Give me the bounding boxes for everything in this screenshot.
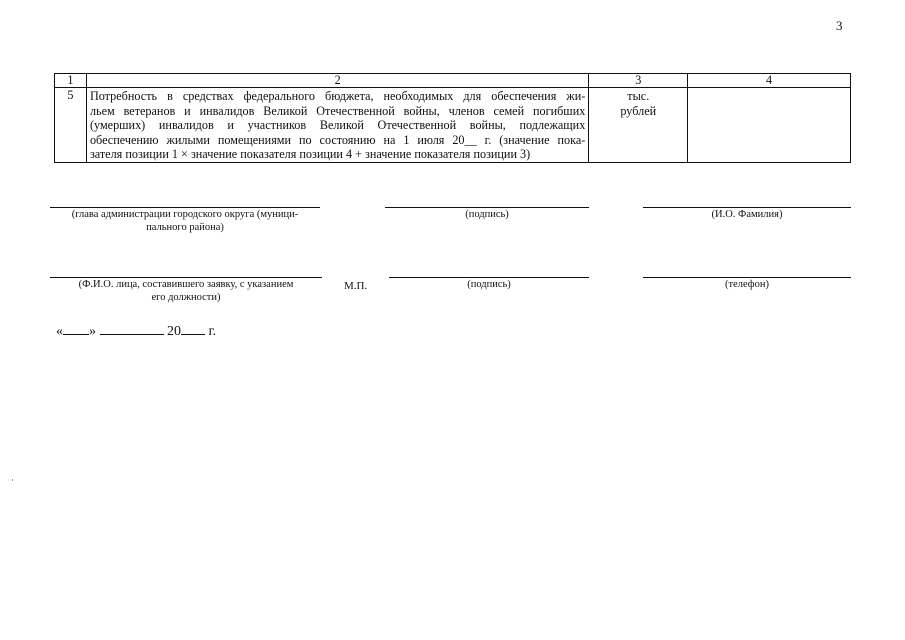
head-signature-line[interactable] — [50, 207, 320, 208]
month-blank[interactable] — [100, 322, 164, 335]
compiler-caption-line: (Ф.И.О. лица, составившего заявку, с указанием — [78, 279, 294, 290]
date-close-quote: » — [89, 324, 96, 339]
compiler-caption-line: его должности) — [151, 291, 221, 303]
header-col-4: 4 — [688, 74, 851, 88]
head-caption-line: пального района) — [146, 221, 224, 233]
head-caption — [50, 209, 320, 234]
signature-line-1[interactable] — [385, 207, 589, 208]
year-prefix: 20 — [167, 324, 181, 339]
unit-line: тыс. — [627, 89, 650, 103]
stamp-label: М.П. — [344, 280, 368, 292]
signature-line-2[interactable] — [389, 277, 589, 278]
description-line: (умерших) инвалидов и участников Великой Отечественной войны, подлежащих — [89, 118, 586, 133]
description-line: обеспечению жилыми помещениями по состоянию на 1 июля 20__ г. (значение пока- — [89, 132, 586, 147]
form-table — [54, 73, 851, 163]
header-col-2: 2 — [86, 74, 588, 88]
row-value[interactable] — [688, 88, 851, 163]
unit-line: рублей — [620, 103, 657, 118]
date-line — [56, 322, 216, 340]
page-number: 3 — [836, 18, 843, 33]
phone-caption: (телефон) — [725, 279, 769, 290]
header-col-1: 1 — [55, 74, 87, 88]
row-description — [86, 88, 588, 163]
date-open-quote: « — [56, 324, 63, 339]
year-suffix: г. — [208, 324, 217, 339]
compiler-caption — [50, 279, 322, 304]
scan-artifact — [12, 479, 13, 481]
description-line: Потребность в средствах федерального бюджета, необходимых для обеспечения жи- — [89, 89, 586, 103]
phone-line[interactable] — [643, 277, 851, 278]
description-line: зателя позиции 1 × значение показателя позиции 4 + значение показателя позиции 3) — [89, 147, 531, 162]
year-blank[interactable] — [181, 322, 205, 335]
signature-caption-1: (подпись) — [465, 209, 509, 220]
head-caption-line: (глава администрации городского округа (муници- — [71, 209, 299, 220]
table-row — [55, 88, 851, 163]
name-caption: (И.О. Фамилия) — [711, 209, 783, 220]
signature-caption-2: (подпись) — [467, 279, 511, 290]
header-col-3: 3 — [589, 74, 688, 88]
description-line: льем ветеранов и инвалидов Великой Отечественной войны, членов семей погибших — [89, 103, 586, 118]
day-blank[interactable] — [63, 322, 89, 335]
name-line[interactable] — [643, 207, 851, 208]
table-header-row — [55, 74, 851, 88]
compiler-signature-line[interactable] — [50, 277, 322, 278]
row-number: 5 — [55, 88, 87, 163]
row-unit — [589, 88, 688, 163]
